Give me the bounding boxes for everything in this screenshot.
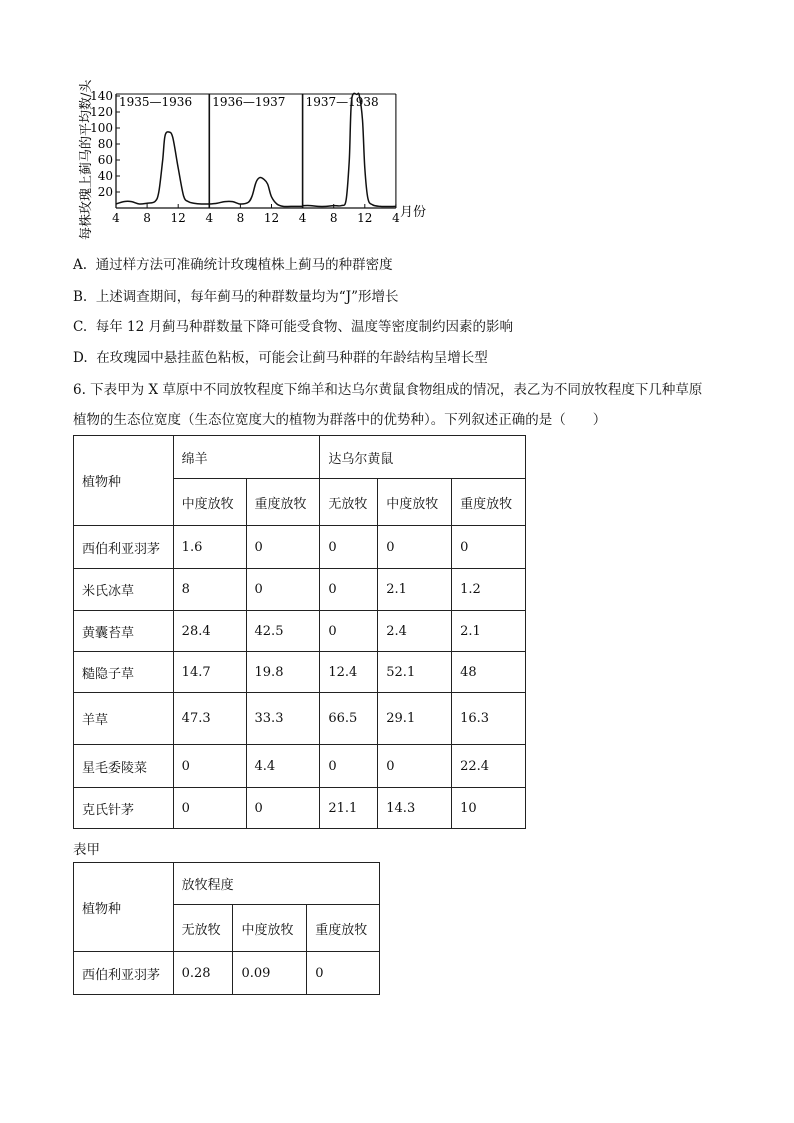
table-row bbox=[74, 526, 526, 569]
y-tick-label: 80 bbox=[97, 137, 113, 151]
table-cell: 19.8 bbox=[246, 652, 320, 693]
table-jia-subheader: 重度放牧 bbox=[246, 479, 320, 526]
table-jia-group-squirrel: 达乌尔黄鼠 bbox=[320, 436, 526, 479]
table-cell: 0 bbox=[320, 745, 378, 788]
table-yi-subheader: 重度放牧 bbox=[307, 905, 380, 952]
table-row bbox=[74, 693, 526, 745]
table-cell: 14.3 bbox=[378, 788, 452, 829]
table-row bbox=[74, 952, 380, 995]
table-row bbox=[74, 788, 526, 829]
table-cell: 2.1 bbox=[378, 569, 452, 611]
species-name: 星毛委陵菜 bbox=[74, 745, 174, 788]
option-d-letter: D. bbox=[73, 350, 88, 366]
table-cell: 42.5 bbox=[246, 611, 320, 652]
option-b-letter: B. bbox=[73, 289, 88, 305]
species-name: 米氏冰草 bbox=[74, 569, 174, 611]
x-tick-label: 4 bbox=[392, 211, 400, 225]
table-cell: 33.3 bbox=[246, 693, 320, 745]
chart-panels bbox=[116, 93, 396, 206]
table-cell: 47.3 bbox=[173, 693, 246, 745]
table-cell: 1.2 bbox=[452, 569, 526, 611]
table-yi-subheader: 无放牧 bbox=[173, 905, 233, 952]
species-name: 克氏针茅 bbox=[74, 788, 174, 829]
table-cell: 52.1 bbox=[378, 652, 452, 693]
table-cell: 22.4 bbox=[452, 745, 526, 788]
option-c-text: 每年 12 月蓟马种群数量下降可能受食物、温度等密度制约因素的影响 bbox=[95, 319, 513, 335]
panel-title: 1936—1937 bbox=[212, 95, 286, 109]
table-jia-caption: 表甲 bbox=[73, 842, 100, 858]
table-jia-subheader: 中度放牧 bbox=[173, 479, 246, 526]
table-cell: 0 bbox=[452, 526, 526, 569]
table-cell: 48 bbox=[452, 652, 526, 693]
y-tick-label: 40 bbox=[97, 169, 113, 183]
table-row bbox=[74, 569, 526, 611]
table-cell: 0 bbox=[378, 745, 452, 788]
table-cell: 0 bbox=[307, 952, 380, 995]
x-tick-label: 8 bbox=[329, 211, 338, 225]
table-jia-subheader: 无放牧 bbox=[320, 479, 378, 526]
x-tick-label: 12 bbox=[357, 211, 373, 225]
y-tick-label: 140 bbox=[90, 89, 113, 103]
option-a-letter: A. bbox=[73, 257, 88, 273]
option-c bbox=[73, 318, 513, 336]
table-cell: 28.4 bbox=[173, 611, 246, 652]
panel-title: 1935—1936 bbox=[119, 95, 193, 109]
thrips-population-chart bbox=[70, 58, 430, 243]
table-cell: 29.1 bbox=[378, 693, 452, 745]
table-cell: 0 bbox=[173, 745, 246, 788]
table-cell: 21.1 bbox=[320, 788, 378, 829]
option-b-text: 上述调查期间，每年蓟马的种群数量均为“J”形增长 bbox=[95, 289, 399, 305]
option-b bbox=[73, 288, 399, 306]
option-a-text: 通过样方法可准确统计玫瑰植株上蓟马的种群密度 bbox=[95, 257, 393, 273]
table-cell: 12.4 bbox=[320, 652, 378, 693]
table-cell: 2.1 bbox=[452, 611, 526, 652]
x-tick-label: 12 bbox=[170, 211, 186, 225]
table-cell: 0 bbox=[246, 526, 320, 569]
series-line bbox=[303, 93, 396, 206]
option-a bbox=[73, 256, 393, 274]
table-cell: 0 bbox=[173, 788, 246, 829]
table-cell: 1.6 bbox=[173, 526, 246, 569]
x-tick-label: 4 bbox=[112, 211, 120, 225]
table-cell: 0 bbox=[320, 526, 378, 569]
x-tick-label: 4 bbox=[298, 211, 307, 225]
x-tick-label: 8 bbox=[236, 211, 245, 225]
panel-title: 1937—1938 bbox=[305, 95, 379, 109]
table-row bbox=[74, 611, 526, 652]
table-cell: 0.09 bbox=[233, 952, 307, 995]
species-name: 西伯利亚羽茅 bbox=[74, 526, 174, 569]
option-d-text: 在玫瑰园中悬挂蓝色粘板，可能会让蓟马种群的年龄结构呈增长型 bbox=[96, 350, 488, 366]
table-yi-subheader: 中度放牧 bbox=[233, 905, 307, 952]
table-jia-group-sheep: 绵羊 bbox=[173, 436, 320, 479]
table-yi bbox=[73, 862, 380, 995]
table-row bbox=[74, 652, 526, 693]
y-tick-label: 20 bbox=[97, 185, 113, 199]
question6-line1: 6. 下表甲为 X 草原中不同放牧程度下绵羊和达乌尔黄鼠食物组成的情况，表乙为不同放牧程度下几种草原 bbox=[73, 382, 703, 398]
question6-line2: 植物的生态位宽度（生态位宽度大的植物为群落中的优势种）。下列叙述正确的是（ ） bbox=[73, 412, 607, 428]
table-cell: 0 bbox=[320, 569, 378, 611]
chart-axes bbox=[116, 94, 396, 208]
table-jia-species-header: 植物种 bbox=[74, 436, 174, 526]
x-tick-label: 12 bbox=[263, 211, 280, 225]
table-jia bbox=[73, 435, 526, 829]
y-tick-label: 100 bbox=[90, 121, 113, 135]
x-axis-label: 月份 bbox=[400, 205, 427, 220]
table-cell: 14.7 bbox=[173, 652, 246, 693]
table-yi-group: 放牧程度 bbox=[173, 863, 379, 905]
table-cell: 0.28 bbox=[173, 952, 233, 995]
table-cell: 0 bbox=[246, 788, 320, 829]
option-d bbox=[73, 349, 488, 367]
y-tick-label: 120 bbox=[90, 105, 113, 119]
species-name: 羊草 bbox=[74, 693, 174, 745]
table-yi-species-header: 植物种 bbox=[74, 863, 174, 952]
x-tick-label: 4 bbox=[205, 211, 214, 225]
table-cell: 66.5 bbox=[320, 693, 378, 745]
chart-ticks bbox=[90, 89, 400, 225]
x-tick-label: 8 bbox=[143, 211, 151, 225]
y-axis-title: 每株玫瑰上蓟马的平均数/头 bbox=[79, 79, 94, 240]
table-cell: 0 bbox=[320, 611, 378, 652]
series-line bbox=[116, 132, 209, 204]
table-row bbox=[74, 745, 526, 788]
table-cell: 10 bbox=[452, 788, 526, 829]
option-c-letter: C. bbox=[73, 319, 88, 335]
table-cell: 8 bbox=[173, 569, 246, 611]
table-cell: 0 bbox=[378, 526, 452, 569]
series-line bbox=[209, 177, 302, 206]
species-name: 糙隐子草 bbox=[74, 652, 174, 693]
table-cell: 2.4 bbox=[378, 611, 452, 652]
table-cell: 0 bbox=[246, 569, 320, 611]
table-jia-subheader: 中度放牧 bbox=[378, 479, 452, 526]
species-name: 西伯利亚羽茅 bbox=[74, 952, 174, 995]
y-tick-label: 60 bbox=[97, 153, 113, 167]
species-name: 黄囊苔草 bbox=[74, 611, 174, 652]
table-jia-subheader: 重度放牧 bbox=[452, 479, 526, 526]
table-cell: 4.4 bbox=[246, 745, 320, 788]
table-cell: 16.3 bbox=[452, 693, 526, 745]
